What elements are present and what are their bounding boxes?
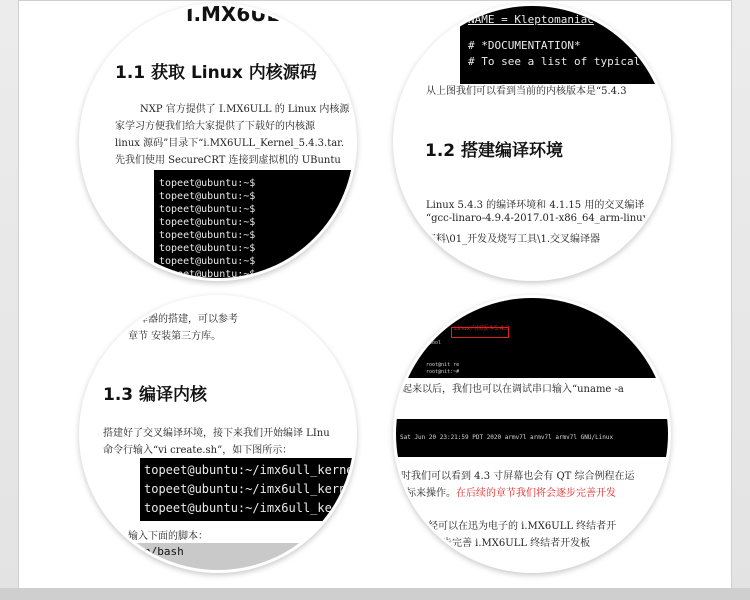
terminal-line: topeet@ubuntu:~/imx6ull_kerne xyxy=(144,463,354,477)
terminal-line: topeet@ubuntu:~$ xyxy=(159,256,256,267)
paragraph-line: 从上图我们可以看到当前的内核版本是“5.4.3 xyxy=(426,86,627,97)
terminal-screenshot xyxy=(154,170,354,278)
terminal-screenshot xyxy=(140,458,354,521)
zoom-circle-boot-result xyxy=(396,298,668,570)
terminal-line: -pool xyxy=(426,340,442,346)
terminal-line: topeet@ubuntu:~$ xyxy=(159,243,256,254)
terminal-line: NAME = Kleptomaniac xyxy=(468,13,594,26)
code-block xyxy=(132,543,354,570)
paragraph-line: 章节 安装第三方库。 xyxy=(128,331,222,342)
highlight-box xyxy=(451,327,509,338)
paragraph-line: 逐步完善 i.MX6ULL 终结者开发板 xyxy=(432,538,591,549)
terminal-line: topeet@ubuntu:~$ xyxy=(159,217,256,228)
terminal-screenshot xyxy=(396,298,668,378)
terminal-line: # *DOCUMENTATION* xyxy=(468,39,581,52)
terminal-line: Sat Jun 20 23:21:59 PDT 2020 armv7l armv7l armv7l GNU/Linux xyxy=(400,434,614,441)
paragraph-line: linux 源码”目录下“i.MX6ULL_Kernel_5.4.3.tar. xyxy=(115,138,345,149)
terminal-line: topeet@ubuntu:~/imx6ull_ke xyxy=(144,501,332,515)
paragraph-line: 搭建好了交叉编译环境，接下来我们开始编译 LInu xyxy=(103,428,330,439)
previous-heading-fragment: I.MX6UL xyxy=(186,6,280,26)
terminal-screenshot xyxy=(396,419,668,457)
paragraph-line: NXP 官方提供了 I.MX6ULL 的 Linux 内核源 xyxy=(140,104,350,115)
section-heading: 1.2 搭建编译环境 xyxy=(425,141,564,161)
terminal-screenshot xyxy=(460,6,668,84)
paragraph-line: 时我们可以看到 4.3 寸屏幕也会有 QT 综合例程在运 xyxy=(401,471,635,482)
paragraph-line: 家学习方便我们给大家提供了下载好的内核源 xyxy=(115,121,315,132)
paragraph-line: 起来以后，我们也可以在调试串口输入“uname -a xyxy=(402,384,624,395)
paragraph-line: Linux 5.4.3 的编译环境和 4.1.15 用的交叉编译 xyxy=(426,200,645,211)
paragraph-line: 先我们使用 SecureCRT 连接到虚拟机的 UBuntu xyxy=(115,155,341,166)
terminal-line: topeet@ubuntu:~/imx6ull_kern xyxy=(144,482,347,496)
terminal-line: # To see a list of typical xyxy=(468,55,641,68)
terminal-line: topeet@ubuntu:~$ xyxy=(159,230,256,241)
terminal-line: topeet@ubuntu:~$ xyxy=(159,204,256,215)
paragraph-line: 输入下面的脚本： xyxy=(128,531,208,542)
terminal-line: topeet@ubuntu:~$ xyxy=(159,191,256,202)
code-line: n/bash xyxy=(144,545,184,558)
kernel-version-annotation: Linux内核版本5.4.3 xyxy=(454,325,510,332)
terminal-line: topeet@ubuntu:~$ xyxy=(159,178,256,189)
zoom-circle-compile-kernel xyxy=(82,298,354,570)
terminal-line: root@nit:~# xyxy=(426,369,460,375)
paragraph-line: 命令行输入“vi create.sh”，如下图所示： xyxy=(103,445,293,456)
paragraph-line: 已经可以在迅为电子的 i.MX6ULL 终结者开 xyxy=(418,521,617,532)
bottom-edge xyxy=(0,588,750,600)
paragraph-text: 标来操作。 xyxy=(406,488,456,499)
terminal-line: root@nit re xyxy=(426,362,460,368)
paragraph-highlight: 在后续的章节我们将会逐步完善开发 xyxy=(456,488,616,499)
paragraph-line: 编译器的搭建，可以参考 xyxy=(128,314,238,325)
zoom-circle-build-environment xyxy=(396,6,668,278)
paragraph-line xyxy=(406,484,616,499)
section-heading: 1.3 编译内核 xyxy=(103,385,208,405)
zoom-circle-get-kernel-source xyxy=(82,6,354,278)
section-heading: 1.1 获取 Linux 内核源码 xyxy=(115,63,317,83)
terminal-line: topeet@ubuntu:~$ xyxy=(159,269,256,278)
paragraph-line: “gcc-linaro-4.9.4-2017.01-x86_64_arm-linux xyxy=(426,213,649,224)
paragraph-line: 资料\01_开发及烧写工具\1.交叉编译器 xyxy=(426,234,601,245)
